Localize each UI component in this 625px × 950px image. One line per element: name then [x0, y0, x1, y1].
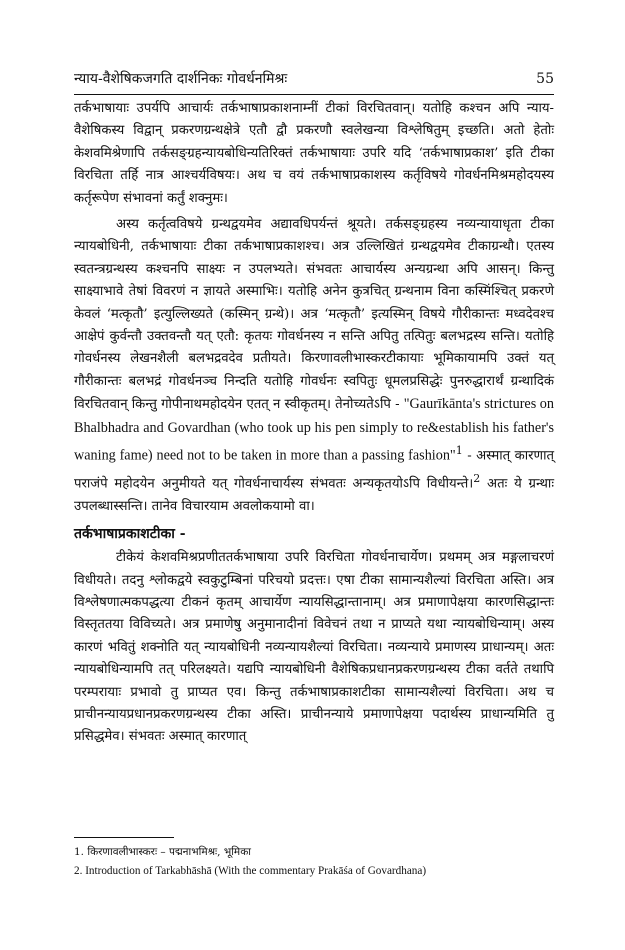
body-text	[74, 98, 554, 749]
footnotes	[74, 843, 554, 881]
paragraph-3: टीकेयं केशवमिश्रप्रणीततर्कभाषाया उपरि विरचिता गोवर्धनाचार्येण। प्रथमम् अत्र मङ्गलाचरणं विधीयते। तदनु श्लोकद्वये स्वकुटुम्बिनां परिचयो प्रदत्तः। एषा टीका सामान्यशैल्यां विरचिता अस्ति। अत्र विश्लेषणात्मकपद्धत्या टीकनं कृतम् आचार्येण न्यायसिद्धान्तानाम्। अत्र प्रमाणापेक्षया कारणसिद्धान्तः विस्तृततया विविच्यते। अत्र प्रमाणेषु अनुमानादीनां विवेचनं तथा न प्राप्यते यथा न्यायबोधिन्याम्। अस्य कारणं भवितुं शक्नोति यत् न्यायबोधिनी नव्यन्यायशैल्यां विरचिता। नव्यन्याये प्रमाणस्य प्राधान्यम्। अतः न्यायबोधिन्यामपि तत् परिलक्ष्यते। यद्यपि न्यायबोधिनी वैशेषिकप्रधानप्रकरणग्रन्थस्य टीका वर्तते तथापि परम्परायाः प्रभावो तु प्राप्यत एव। किन्तु तर्कभाषाप्रकाशटीका सामान्यशैल्यां विरचिता। अथ च प्राचीनन्यायप्रधानप्रकरणग्रन्थस्य टीका अस्ति। प्राचीनन्याये प्रमाणापेक्षया पदार्थस्य प्राधान्यमिति तु प्रसिद्धमेव। संभवतः अस्मात् कारणात्	[74, 550, 554, 745]
footnote-mark-1: 1	[455, 444, 463, 458]
paragraph-2-continued: - अस्मात् कारणात् पराजंपे महोदयेन अनुमीयते यत् गोवर्धनाचार्यस्य संभवतः अन्यकृतयोऽपि विधीयन्ते।	[74, 448, 554, 492]
header-rule	[74, 94, 554, 95]
footnote-mark-2: 2	[473, 471, 481, 485]
paragraph-2-sanskrit: अस्य कर्तृत्वविषये ग्रन्थद्वयमेव अद्यावधिपर्यन्तं श्रूयते। तर्कसङ्ग्रहस्य नव्यन्यायाधृता टीका न्यायबोधिनी, तर्कभाषायाः टीका तर्कभाषाप्रकाशश्च। अत्र उल्लिखितं ग्रन्थद्वयमेव टीकाग्रन्थौ। एतस्य स्वतन्त्रग्रन्थस्य कश्चनपि साक्ष्यः न उपलभ्यते। संभवतः आचार्यस्य अन्यग्रन्था अपि आसन्। किन्तु साक्ष्याभावे तेषां विवरणं न ज्ञायते अस्माभिः। यतोहि अनेन कुत्रचित् ग्रन्थनाम विना कस्मिंश्चित् प्रकरणे केवलं ‘मत्कृतौ’ इत्युल्लिख्यते (कस्मिन् ग्रन्थे)। अत्र ‘मत्कृतौ’ इत्यस्मिन् विषये गौरीकान्तः मध्वदेवश्च आक्षेपं कुर्वन्तौ उक्तवन्तौ यत् एतौ: कृतयः गोवर्धनस्य न सन्ति अपितु तत्पितुः बलभद्रस्य सन्ति। यतोहि गोवर्धनस्य लेखनशैली बलभद्रवदेव प्रतीयते। किरणावलीभास्करटीकायाः भूमिकायामपि उक्तं यत् गौरीकान्तः बलभद्रं गोवर्धनञ्च निन्दति यतोहि गोवर्धनः स्वपितुः धूमलप्रसिद्धेः पुनरुद्धारार्थं ग्रन्थादिकं विरचितवान् किन्तु गोपीनाथमहोदयेन एतत् न स्वीकृतम्। तेनोच्यतेऽपि -	[74, 217, 554, 413]
footnote-rule	[74, 837, 174, 838]
page-number: 55	[536, 71, 554, 87]
footnote-1: 1. किरणावलीभास्करः – पद्मनाभमिश्रः, भूमिका	[74, 846, 251, 858]
section-heading: तर्कभाषाप्रकाशटीका -	[74, 526, 186, 543]
english-quotation: "Gaurīkānta's strictures on Bhalbhadra and Govardhan (who took up his pen simply to re&establish his father's waning fame) need not to be taken in more than a passing fashion"	[74, 396, 554, 464]
running-header	[74, 70, 554, 88]
footnote-2: 2. Introduction of Tarkabhāshā (With the commentary Prakāśa of Govardhana)	[74, 865, 427, 877]
paragraph-2	[74, 214, 554, 518]
paragraph-1: तर्कभाषायाः उपर्यपि आचार्यः तर्कभाषाप्रकाशनाम्नीं टीकां विरचितवान्। यतोहि कश्चन अपि न्याय-वैशेषिकस्य विद्वान् प्रकरणग्रन्थक्षेत्रे एतौ द्वौ प्रकरणौ स्वलेखन्या विश्लेषितुम् इच्छति। अतो हेतोः केशवमिश्रेणापि तर्कसङ्ग्रहन्यायबोधिन्यतिरिक्तं तर्कभाषायाः उपरि यदि ‘तर्कभाषाप्रकाश’ इति टीका विरचिता तर्हि नात्र आश्चर्यविषयः। अथ च वयं तर्कभाषाप्रकाशस्य कर्तृविषये गोवर्धनमिश्रमहोदयस्य कर्तृरूपेण संभावनां कर्तुं शक्नुमः।	[74, 101, 554, 206]
running-title: न्याय-वैशेषिकजगति दार्शनिकः गोवर्धनमिश्रः	[74, 71, 288, 87]
paragraph-2-end: अतः ये ग्रन्थाः उपलब्धास्सन्ति। तानेव विचारयाम अवलोकयामो वा।	[74, 476, 554, 514]
